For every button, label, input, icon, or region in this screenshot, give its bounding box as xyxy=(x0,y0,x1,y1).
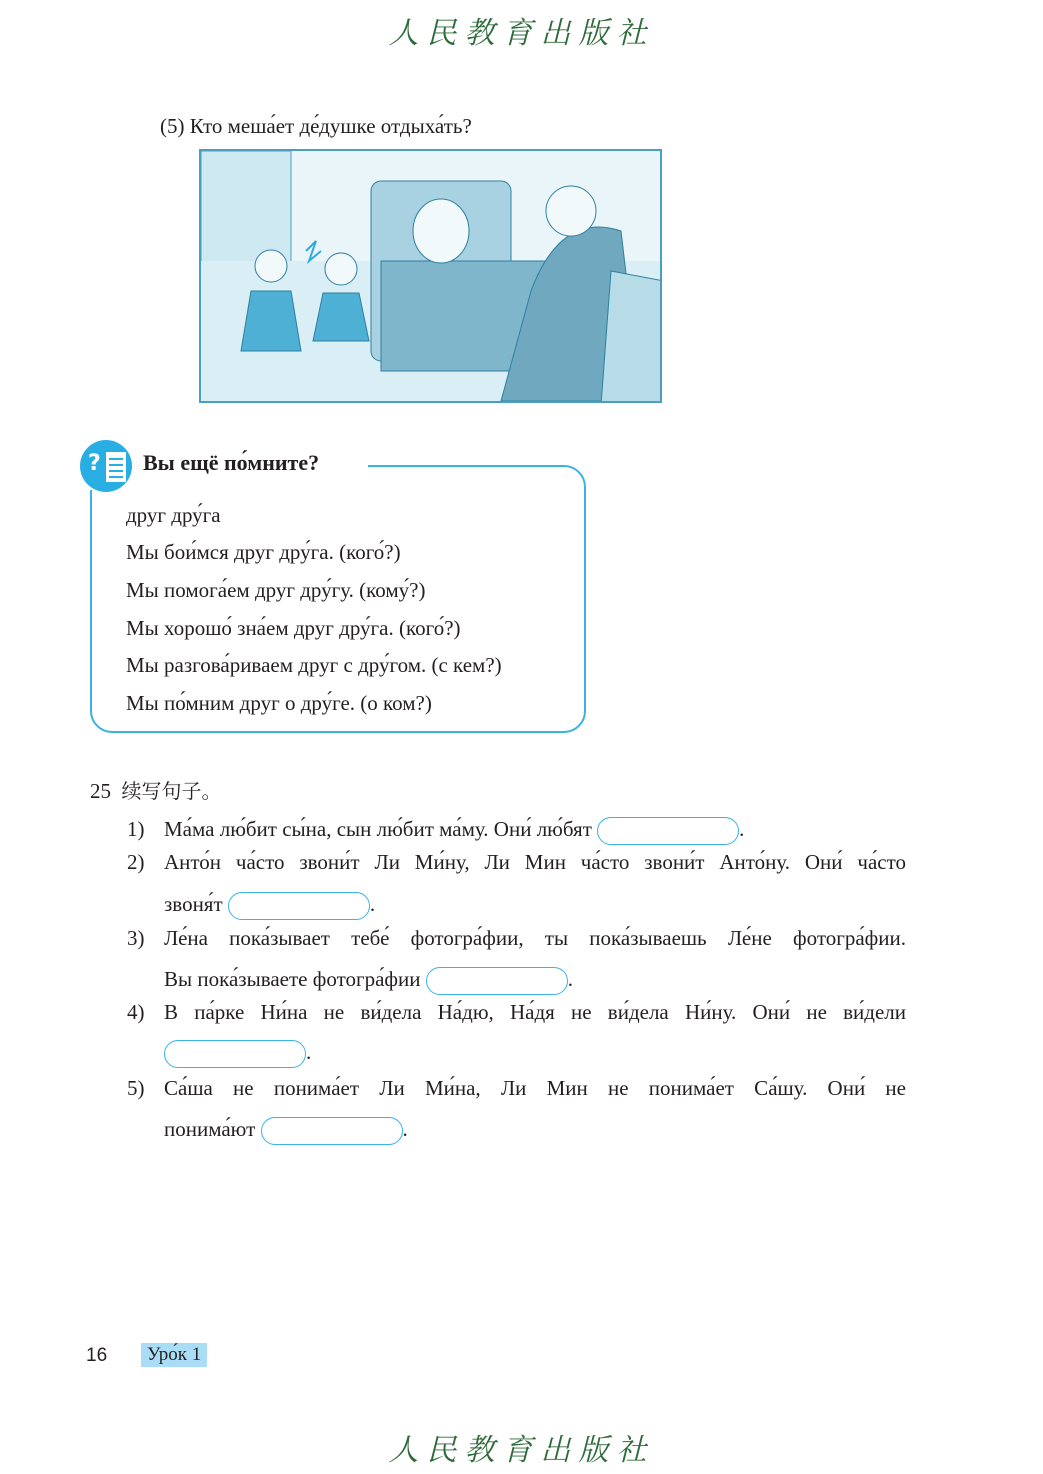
item-text: Анто́н ча́сто звони́т Ли Ми́ну, Ли Мин ча́сто звони́т Анто́ну. Они́ ча́сто xyxy=(164,850,906,874)
item-text: Ма́ма лю́бит сы́на, сын лю́бит ма́му. Они́ лю́бят xyxy=(164,817,592,841)
item-text: звоня́т xyxy=(164,892,223,916)
period: . xyxy=(739,817,745,841)
answer-field[interactable] xyxy=(426,967,568,995)
period: . xyxy=(567,967,573,991)
item-text: Са́ша не понима́ет Ли Ми́на, Ли Мин не понима́ет Са́шу. Они́ не xyxy=(164,1076,906,1100)
exercise-item-3-line2 xyxy=(164,967,573,995)
question-text: Кто меша́ет де́душке отдыха́ть? xyxy=(189,114,472,138)
exercise-item-5-line2 xyxy=(164,1117,408,1145)
item-text: Вы пока́зываете фотогра́фии xyxy=(164,967,421,991)
exercise-item-2-line2 xyxy=(164,892,375,920)
period: . xyxy=(369,892,376,916)
exercise-instruction: 续写句子。 xyxy=(121,779,222,803)
item-text: В па́рке Ни́на не ви́дела На́дю, На́дя не ви́дела Ни́ну. Они́ не ви́дели xyxy=(164,1000,906,1024)
item-number: 5) xyxy=(127,1076,145,1100)
period: . xyxy=(306,1040,312,1064)
publisher-logo-header: 人民教育出版社 xyxy=(388,16,655,51)
period: . xyxy=(402,1117,408,1141)
svg-text:?: ? xyxy=(88,451,101,476)
reminder-line: друг дру́га xyxy=(126,503,221,527)
item-number: 1) xyxy=(127,817,145,841)
exercise-item-1 xyxy=(164,817,744,845)
question-5 xyxy=(160,114,472,139)
reminder-line: Мы помога́ем друг дру́гу. (кому́?) xyxy=(126,578,426,602)
answer-field[interactable] xyxy=(597,817,739,845)
reminder-line: Мы по́мним друг о дру́ге. (о ком?) xyxy=(126,691,432,715)
item-text: понима́ют xyxy=(164,1117,256,1141)
item-text: Ле́на пока́зывает тебе́ фотогра́фии, ты пока́зываешь Ле́не фотогра́фии. xyxy=(164,926,906,950)
answer-field[interactable] xyxy=(261,1117,403,1145)
page-number: 16 xyxy=(86,1345,108,1366)
reminder-line: Мы разгова́риваем друг с дру́гом. (с кем?) xyxy=(126,653,502,677)
reminder-line: Мы бои́мся друг дру́га. (кого́?) xyxy=(126,540,401,564)
lesson-label: Уро́к 1 xyxy=(141,1343,207,1367)
reminder-title: Вы ещё по́мните? xyxy=(143,450,320,475)
item-number: 4) xyxy=(127,1000,145,1024)
question-notes-icon xyxy=(80,440,132,492)
exercise-number: 25 xyxy=(90,779,111,803)
answer-field[interactable] xyxy=(164,1040,306,1068)
item-number: 2) xyxy=(127,850,145,874)
exercise-item-4-line2 xyxy=(164,1040,311,1068)
reminder-line: Мы хорошо́ зна́ем друг дру́га. (кого́?) xyxy=(126,616,461,640)
exercise-header xyxy=(90,775,222,804)
item-number: 3) xyxy=(127,926,145,950)
answer-field[interactable] xyxy=(228,892,370,920)
illustration-grandfather-resting xyxy=(199,149,662,403)
question-number: (5) xyxy=(160,114,185,138)
publisher-logo-footer: 人民教育出版社 xyxy=(388,1433,655,1468)
